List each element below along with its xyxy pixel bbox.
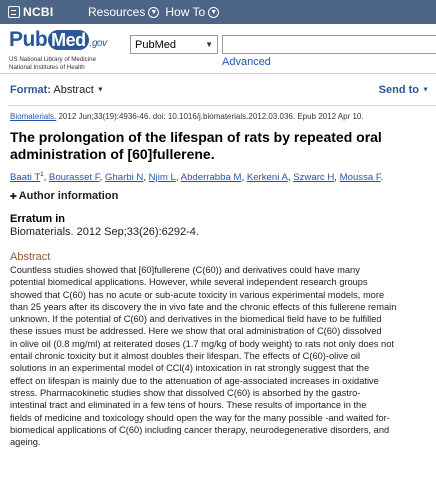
- triangle-down-icon: ▼: [422, 86, 429, 94]
- abstract-line: showed that C(60) has no acute or sub-acute toxicity in various experimental models, more: [10, 289, 385, 300]
- howto-menu[interactable]: [165, 5, 219, 19]
- divider: [8, 105, 436, 106]
- author-list: Baati $T^1$, Bourasset F, Gharbi N, Njim L, Abderrabba M, Kerkeni A, Szwarc H, Moussa F.: [10, 172, 384, 184]
- author-affiliation-sup: 1: [40, 172, 44, 178]
- format-value: Abstract: [53, 84, 94, 96]
- author-link[interactable]: Kerkeni A: [246, 172, 288, 184]
- database-selected: PubMed: [135, 38, 176, 51]
- author-link[interactable]: Moussa F: [339, 172, 381, 184]
- abstract-line: effect on lifespan is mainly due to the attenuation of age-associated increases in oxidative: [10, 375, 379, 386]
- abstract-line: potential biomedical applications. However, while several independent research groups: [10, 277, 368, 288]
- abstract-line: unknown. If the potential of C(60) and derivatives in the biomedical field have to be fulfilled: [10, 314, 382, 325]
- pubmed-header: [0, 24, 436, 74]
- pubmed-logo[interactable]: [9, 29, 124, 71]
- nlm-line: US National Library of Medicine: [9, 56, 97, 63]
- author-link[interactable]: Bourasset F: [48, 172, 100, 184]
- citation-line: [10, 112, 430, 121]
- abstract-line: biomedical applications of C(60) including cancer therapy, neurodegenerative disorders, and: [10, 424, 390, 435]
- send-to-label: Send to: [378, 84, 419, 96]
- abstract-line: Countless studies showed that [60]fullerene (C(60)) and derivatives could have many: [10, 265, 360, 275]
- format-label: Format:: [10, 84, 51, 96]
- format-selector[interactable]: [10, 84, 104, 96]
- logo-gov: .gov: [89, 38, 107, 49]
- erratum-label: Erratum in: [10, 213, 66, 225]
- pubmed-wordmark: [9, 29, 124, 55]
- author-information-toggle[interactable]: [10, 190, 118, 202]
- advanced-search-link[interactable]: Advanced: [222, 56, 271, 68]
- chevron-down-icon: ▼: [148, 7, 159, 18]
- journal-link[interactable]: Biomaterials.: [10, 112, 57, 121]
- search-input[interactable]: [222, 35, 436, 54]
- erratum-citation: Biomaterials. 2012 Sep;33(26):6292-4.: [10, 226, 199, 238]
- ncbi-logo-icon: [8, 6, 20, 18]
- author-link[interactable]: Szwarc H: [293, 172, 335, 184]
- abstract-line: ageing.: [10, 437, 41, 448]
- send-to-button[interactable]: [379, 84, 429, 96]
- article-title: The prolongation of the lifespan of rats by repeated oral administration of [60]fullerene.: [10, 129, 382, 162]
- howto-label: How To: [165, 5, 206, 19]
- citation-details: 2012 Jun;33(19):4936-46. doi: 10.1016/j.biomaterials.2012.03.036. Epub 2012 Apr 10.: [56, 112, 364, 121]
- abstract-line: fields of medicine and toxicology should open the way for the many possible -and waited for-: [10, 412, 390, 423]
- nih-line: National Institutes of Health: [9, 64, 85, 71]
- abstract-line: solutions in an experimental model of CCl(4) intoxication in rat strongly suggest that the: [10, 363, 370, 374]
- abstract-heading: Abstract: [10, 251, 51, 263]
- chevron-down-icon: ▼: [208, 7, 219, 18]
- abstract-line: stress. Pharmacokinetic studies show that dissolved C(60) is absorbed by the gastro-: [10, 387, 361, 398]
- expand-plus-icon: ✚: [10, 192, 17, 201]
- author-link[interactable]: Baati T: [10, 172, 41, 184]
- format-bar: [0, 80, 436, 102]
- logo-pub: Pub: [9, 28, 48, 51]
- ncbi-top-bar: [0, 0, 436, 24]
- author-link[interactable]: Abderrabba M: [180, 172, 242, 184]
- author-information-label: Author information: [18, 190, 119, 202]
- abstract-line: in olive oil (0.8 mg/ml) at reiterated doses (1.7 mg/kg of body weight) to rats not only does not: [10, 338, 394, 349]
- abstract-line: entail chronic toxicity but it almost doubles their lifespan. The effects of C(60)-olive oil: [10, 351, 361, 362]
- abstract-line: intestinal tract and eliminated in a few tens of hours. These results of importance in the: [10, 400, 367, 411]
- abstract-line: than 25 years after its discovery the in vivo fate and the chronic effects of this fullerene remain: [10, 301, 397, 312]
- ncbi-logo-link[interactable]: [8, 5, 70, 19]
- resources-label: Resources: [88, 5, 146, 19]
- database-select[interactable]: [130, 35, 218, 54]
- author-link[interactable]: Njim L: [148, 172, 176, 184]
- abstract-line: these issues must be addressed. Here we show that oral administration of C(60) dissolved: [10, 326, 382, 337]
- triangle-down-icon: ▼: [96, 86, 104, 94]
- author-link[interactable]: Gharbi N: [104, 172, 144, 184]
- logo-med: Med: [48, 30, 89, 50]
- ncbi-logo-text: NCBI: [23, 5, 54, 19]
- abstract-text: [10, 264, 434, 448]
- resources-menu[interactable]: [88, 5, 159, 19]
- chevron-down-icon: ▼: [205, 40, 213, 49]
